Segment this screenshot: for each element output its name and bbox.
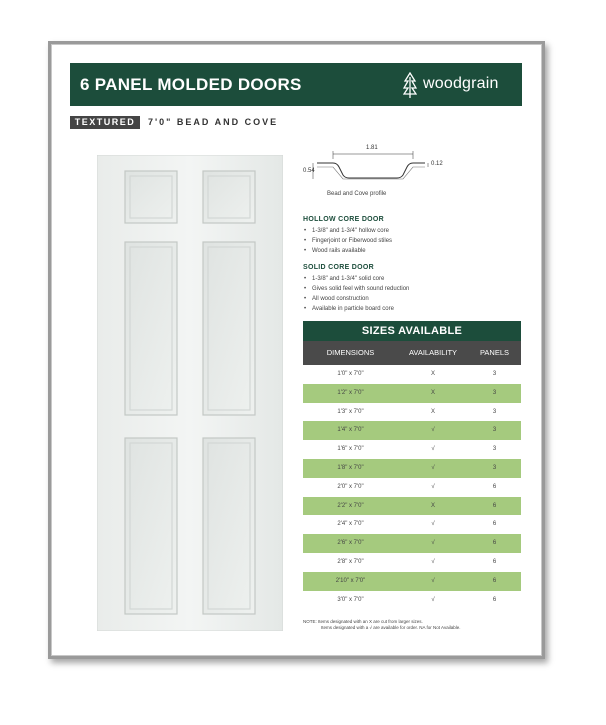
finish-label: TEXTURED: [70, 116, 140, 129]
header-bar: [70, 63, 522, 106]
cell-panels: 6: [492, 540, 497, 547]
solid-core-list: [303, 274, 409, 314]
cell-dimension: 1'3" x 7'0": [337, 408, 364, 415]
table-row: [303, 421, 521, 440]
table-row: [303, 515, 521, 534]
door-illustration: [97, 155, 283, 631]
cell-dimension: 2'6" x 7'0": [337, 540, 364, 547]
cell-panels: 6: [492, 502, 497, 509]
table-row: [303, 553, 521, 572]
logo-text: woodgrain: [423, 75, 499, 92]
profile-height-dim: 0.54: [303, 168, 315, 174]
cell-availability: X: [430, 502, 435, 509]
list-item: • Available in particle board core: [303, 304, 409, 314]
cell-panels: 3: [492, 371, 497, 377]
cell-panels: 6: [492, 558, 497, 565]
cell-panels: 6: [492, 596, 497, 603]
cell-dimension: 1'0" x 7'0": [337, 371, 364, 377]
page-title: 6 PANEL MOLDED DOORS: [80, 75, 302, 94]
list-item: • Gives solid feel with sound reduction: [303, 284, 409, 294]
sizes-table-header: [303, 341, 521, 365]
cell-availability: √: [431, 521, 435, 528]
table-row: [303, 459, 521, 478]
table-row: [303, 403, 521, 422]
cell-availability: √: [431, 427, 435, 434]
cell-availability: √: [431, 540, 435, 547]
list-item: • 1-3/8" and 1-3/4" hollow core: [303, 226, 392, 236]
cell-dimension: 1'4" x 7'0": [337, 427, 364, 434]
col-dimensions: DIMENSIONS: [326, 348, 375, 357]
col-panels: PANELS: [479, 348, 510, 357]
cell-dimension: 2'2" x 7'0": [337, 502, 364, 509]
profile-width-dim: 1.81: [366, 145, 378, 151]
tree-icon: [403, 72, 417, 98]
cell-availability: √: [431, 446, 435, 453]
cell-panels: 6: [492, 577, 497, 584]
cell-availability: X: [430, 371, 435, 377]
table-row: [303, 572, 521, 591]
profile-caption: Bead and Cove profile: [327, 191, 387, 197]
table-row: [303, 478, 521, 497]
note-line-2: Items designated with a √ are available for order. NA for Not Available.: [321, 625, 461, 630]
list-item: • Fingerjoint or Fiberwood stiles: [303, 236, 392, 246]
cell-panels: 3: [492, 427, 497, 434]
cell-dimension: 1'8" x 7'0": [337, 464, 364, 471]
table-row: [303, 365, 521, 384]
col-availability: AVAILABILITY: [408, 348, 458, 357]
cell-dimension: 2'8" x 7'0": [337, 558, 364, 565]
table-row: [303, 384, 521, 403]
cell-dimension: 2'4" x 7'0": [337, 521, 364, 528]
cell-panels: 3: [492, 446, 497, 453]
cell-availability: √: [431, 464, 435, 471]
cell-panels: 3: [492, 389, 497, 396]
list-item: • Wood rails available: [303, 246, 392, 256]
table-row: [303, 534, 521, 553]
cell-availability: √: [431, 577, 435, 584]
cell-panels: 3: [492, 408, 497, 415]
table-row: [303, 440, 521, 459]
cell-availability: X: [430, 389, 435, 396]
cell-dimension: 2'0" x 7'0": [337, 483, 364, 490]
cell-availability: √: [431, 596, 435, 603]
cell-dimension: 3'0" x 7'0": [337, 596, 364, 603]
cell-availability: X: [430, 408, 435, 415]
profile-diagram: [303, 145, 443, 195]
hollow-core-heading: HOLLOW CORE DOOR: [303, 216, 385, 223]
note-line-1: NOTE: Items designated with an X are cut from larger sizes.: [303, 619, 423, 624]
list-item: • 1-3/8" and 1-3/4" solid core: [303, 274, 409, 284]
cell-dimension: 1'6" x 7'0": [337, 446, 364, 453]
profile-depth-dim: 0.12: [431, 161, 443, 167]
solid-core-heading: SOLID CORE DOOR: [303, 264, 375, 271]
cell-availability: √: [431, 558, 435, 565]
door-height-profile: 7'0" BEAD AND COVE: [148, 117, 279, 127]
sizes-table: [303, 321, 521, 609]
cell-panels: 6: [492, 521, 497, 528]
availability-note: [303, 619, 533, 631]
woodgrain-logo: [403, 70, 515, 100]
cell-dimension: 1'2" x 7'0": [337, 389, 364, 396]
cell-availability: √: [431, 483, 435, 490]
cell-dimension: 2'10" x 7'0": [335, 577, 366, 584]
sizes-table-title: SIZES AVAILABLE: [303, 321, 521, 341]
cell-panels: 3: [492, 464, 497, 471]
hollow-core-list: [303, 226, 392, 256]
table-row: [303, 591, 521, 610]
product-sheet: [51, 44, 542, 656]
table-row: [303, 497, 521, 516]
cell-panels: 6: [492, 483, 497, 490]
list-item: • All wood construction: [303, 294, 409, 304]
